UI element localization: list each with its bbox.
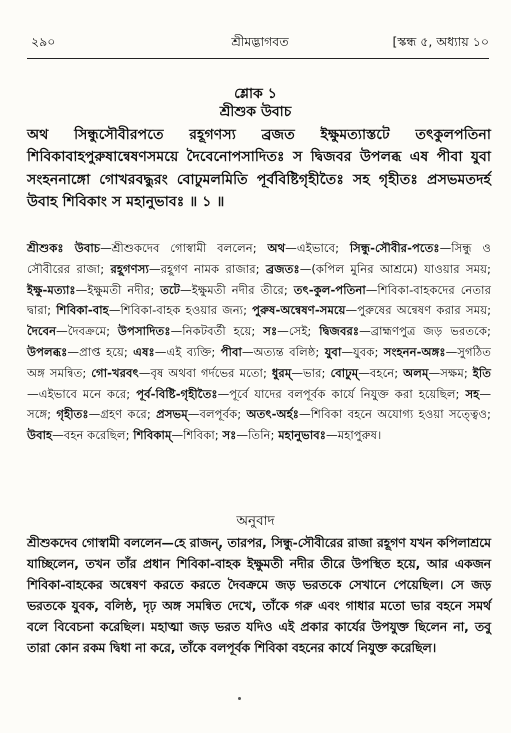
synonym-word: অলম্ bbox=[403, 365, 429, 380]
verse-line: অথ সিন্ধুসৌবীরপতে রহূগণস্য ব্রজত ইক্ষুমত্যাস্তটে তৎকুলপতিনা bbox=[27, 127, 491, 143]
synonym-word: তটে bbox=[160, 282, 181, 297]
synonym-word: পীবা bbox=[220, 344, 242, 359]
synonym-word: বোঢুম্ bbox=[330, 365, 359, 380]
synonym-meaning: পূর্বে যাদের বলপূর্বক কার্যে নিযুক্ত করা হয়েছিল; bbox=[229, 386, 466, 401]
synonym-meaning: দৈবক্রমে; bbox=[67, 324, 118, 339]
synonym-word: সংহনন-অঙ্গঃ bbox=[383, 344, 446, 359]
synonym-meaning: যুবক; bbox=[353, 344, 384, 359]
verse-label: শ্লোক ১ bbox=[234, 86, 277, 102]
synonym-word: দৈবেন bbox=[27, 324, 57, 339]
synonym-word: শ্রীশুকঃ উবাচ bbox=[27, 241, 101, 255]
header-rule bbox=[27, 58, 489, 59]
synonym-word: ইতি bbox=[472, 365, 491, 380]
synonym-word: সঃ bbox=[263, 324, 278, 339]
synonym-meaning: সেই; bbox=[288, 324, 320, 339]
synonym-meaning: বলপূর্বক; bbox=[199, 407, 247, 422]
synonym-word: প্রসভম্ bbox=[156, 407, 188, 422]
synonym-meaning: প্রাপ্ত হয়ে; bbox=[79, 344, 134, 359]
verse-line: গৃহীতঃ প্রসভমতদর্হ উবাহ শিবিকাং স মহানুভাবঃ ॥ ১ ॥ bbox=[27, 171, 491, 210]
synonym-word: ইক্ষু-মত্যাঃ bbox=[27, 282, 76, 297]
synonym-meaning: সিন্ধু ও সৌবীরের রাজা; bbox=[27, 241, 491, 276]
synonym-meaning: সুগঠিত অঙ্গ সমন্বিত; bbox=[27, 344, 491, 380]
synonym-meaning: ব্রাহ্মণপুত্র জড় ভরতকে; bbox=[370, 324, 491, 339]
page-header bbox=[31, 34, 489, 52]
synonym-meaning: বহন করেছিল; bbox=[63, 428, 134, 443]
book-title: শ্রীমদ্ভাগবত bbox=[231, 34, 289, 49]
synonym-meaning: (কপিল মুনির আশ্রমে) যাওয়ার সময়; bbox=[311, 261, 491, 276]
synonym-word: পুরুষ-অন্বেষণ-সময়ে bbox=[252, 303, 346, 318]
synonym-word: উপলব্ধঃ bbox=[27, 344, 68, 359]
page-mark bbox=[238, 697, 241, 700]
synonym-meaning: এই ব্যক্তি; bbox=[166, 344, 221, 359]
synonym-meaning: রহূগণ নামক রাজার; bbox=[160, 261, 266, 276]
synonym-word: অতৎ-অর্হঃ bbox=[246, 407, 300, 422]
verse-line: পীবা যুবা সংহননাঙ্গো গোখরবদ্ধুরং বোঢুমলমিতি পূর্ববিষ্টিগৃহীতৈঃ সহ bbox=[27, 149, 492, 188]
synonym-meaning: ইক্ষুমতী নদীর তীরে; bbox=[191, 282, 294, 297]
synonym-meaning: ইক্ষুমতী নদীর; bbox=[87, 282, 161, 297]
synonym-word: শিবিকা-বাহ bbox=[56, 303, 109, 318]
synonym-meaning: শিবিকা বহনে অযোগ্য হওয়া সত্ত্বেও; bbox=[310, 407, 491, 422]
synonym-word: ধুরম্ bbox=[271, 365, 292, 380]
translation-heading: অনুবাদ bbox=[236, 513, 275, 529]
synonym-word: অথ bbox=[267, 241, 286, 255]
synonym-meaning: অত্যন্ত বলিষ্ঠ; bbox=[253, 344, 325, 359]
synonym-meaning: শিবিকা-বাহক হওয়ার জন্য; bbox=[120, 303, 253, 318]
synonym-meaning: বহনে; bbox=[369, 365, 404, 380]
synonym-meaning: নিকটবর্তী হয়ে; bbox=[182, 324, 264, 339]
synonym-word: শিবিকাম্ bbox=[133, 428, 172, 443]
synonym-word: দ্বিজবরঃ bbox=[319, 324, 360, 339]
synonym-word: সঃ bbox=[222, 428, 237, 443]
synonym-meaning: শিবিকা; bbox=[183, 428, 223, 443]
synonym-meaning: বৃষ অথবা গর্দভের মতো; bbox=[150, 365, 272, 380]
synonym-meaning: ভার; bbox=[303, 365, 331, 380]
synonym-word: তৎ-কুল-পতিনা bbox=[293, 282, 366, 297]
synonym-word: এষঃ bbox=[133, 344, 155, 359]
synonym-meaning: পুরুষের অন্বেষণ করার সময়; bbox=[357, 303, 492, 318]
chapter-reference: [স্কন্ধ ৫, অধ্যায় ১০ bbox=[392, 34, 489, 49]
synonym-word: মহানুভাবঃ bbox=[278, 428, 327, 443]
synonym-meaning: এইভাবে; bbox=[296, 241, 350, 255]
verse-speaker: শ্রীশুক উবাচ bbox=[219, 104, 292, 120]
verse-line: শিবিকাবাহপুরুষান্বেষণসময়ে দৈবেনোপসাদিতঃ স দ্বিজবর উপলব্ধ এষ bbox=[27, 149, 429, 166]
word-synonyms: শ্রীশুকঃ উবাচ—শ্রীশুকদেব গোস্বামী বললেন; অথ—এইভাবে; সিন্ধু-সৌবীর-পতেঃ—সিন্ধু ও সৌবীরের রাজা; রহূগণস্য—রহূগণ নামক রাজার; ব্রজতঃ—(কপিল মুনির আশ্রমে) যাওয়ার সময়; ইক্ষু-মত্যাঃ—ইক্ষুমতী নদীর; তটে—ইক্ষুমতী নদীর তীরে; তৎ-কুল-পতিনা—শিবিকা-বাহকদের নেতার দ্বারা; শিবিকা-বাহ—শিবিকা-বাহক হওয়ার জন্য; পুরুষ-অন্বেষণ-সময়ে—পুরুষের অন্বেষণ করার সময়; দৈবেন—দৈবক্রমে; উপসাদিতঃ—নিকটবর্তী হয়ে; সঃ—সেই; দ্বিজবরঃ—ব্রাহ্মণপুত্র জড় ভরতকে; উপলব্ধঃ—প্রাপ্ত হয়ে; এষঃ—এই ব্যক্তি; পীবা—অত্যন্ত বলিষ্ঠ; যুবা—যুবক; সংহনন-অঙ্গঃ—সুগঠিত অঙ্গ সমন্বিত; গো-খরবৎ—বৃষ অথবা গর্দভের মতো; ধুরম্—ভার; বোঢুম্—বহনে; অলম্—সক্ষম; ইতি—এইভাবে মনে করে; পূর্ব-বিষ্টি-গৃহীতৈঃ—পূর্বে যাদের বলপূর্বক কার্যে নিযুক্ত করা হয়েছিল; সহ—সঙ্গে; গৃহীতঃ—গ্রহণ করে; প্রসভম্—বলপূর্বক; অতৎ-অর্হঃ—শিবিকা বহনে অযোগ্য হওয়া সত্ত্বেও; উবাহ—বহন করেছিল; শিবিকাম্—শিবিকা; সঃ—তিনি; মহানুভাবঃ—মহাপুরুষ। bbox=[27, 241, 492, 443]
synonym-word: সিন্ধু-সৌবীর-পতেঃ bbox=[349, 241, 440, 255]
page-number: ২৯০ bbox=[31, 34, 56, 49]
synonym-meaning: গ্রহণ করে; bbox=[100, 407, 157, 422]
synonym-meaning: মহাপুরুষ। bbox=[337, 428, 382, 443]
translation-text: শ্রীশুকদেব গোস্বামী বললেন—হে রাজন্, তারপর, সিন্ধু-সৌবীরের রাজা রহূগণ যখন কপিলাশ্রমে যাচ্ছিলেন, তখন তাঁর প্রধান শিবিকা-বাহক ইক্ষুমতী নদীর তীরে উপস্থিত হয়ে, আর একজন শিবিকা-বাহকের অন্বেষণ করতে করতে দৈবক্রমে জড় ভরতকে সেখানে পেয়েছিল। সে জড় ভরতকে যুবক, বলিষ্ঠ, দৃঢ় অঙ্গ সমন্বিত দেখে, তাঁকে গরু এবং গাধার মতো ভার বহনে সমর্থ বলে বিবেচনা করেছিল। মহাত্মা জড় ভরত যদিও এই প্রকার কার্যের উপযুক্ত ছিলেন না, তবু তারা কোন রকম দ্বিধা না করে, তাঁকে বলপূর্বক শিবিকা বহনের কার্যে নিযুক্ত করেছিল। bbox=[27, 536, 491, 655]
verse-text bbox=[27, 124, 491, 213]
synonym-word: উপসাদিতঃ bbox=[117, 324, 171, 339]
synonym-word: গৃহীতঃ bbox=[56, 407, 89, 422]
synonym-word: রহূগণস্য bbox=[110, 261, 149, 276]
synonym-meaning: শিবিকা-বাহকদের নেতার দ্বারা; bbox=[27, 282, 491, 318]
synonym-meaning: এইভাবে মনে করে; bbox=[38, 386, 137, 401]
synonym-meaning: সঙ্গে; bbox=[27, 407, 57, 422]
synonym-word: উবাহ bbox=[27, 428, 53, 443]
synonym-word: সহ bbox=[465, 386, 480, 401]
synonym-meaning: তিনি; bbox=[248, 428, 279, 443]
synonym-word: ব্রজতঃ bbox=[265, 261, 300, 276]
synonym-meaning: সক্ষম; bbox=[440, 365, 473, 380]
synonym-word: পূর্ব-বিষ্টি-গৃহীতৈঃ bbox=[136, 386, 218, 401]
synonym-word: গো-খরবৎ bbox=[91, 365, 139, 380]
synonym-meaning: শ্রীশুকদেব গোস্বামী বললেন; bbox=[111, 241, 268, 255]
synonym-word: যুবা bbox=[324, 344, 342, 359]
